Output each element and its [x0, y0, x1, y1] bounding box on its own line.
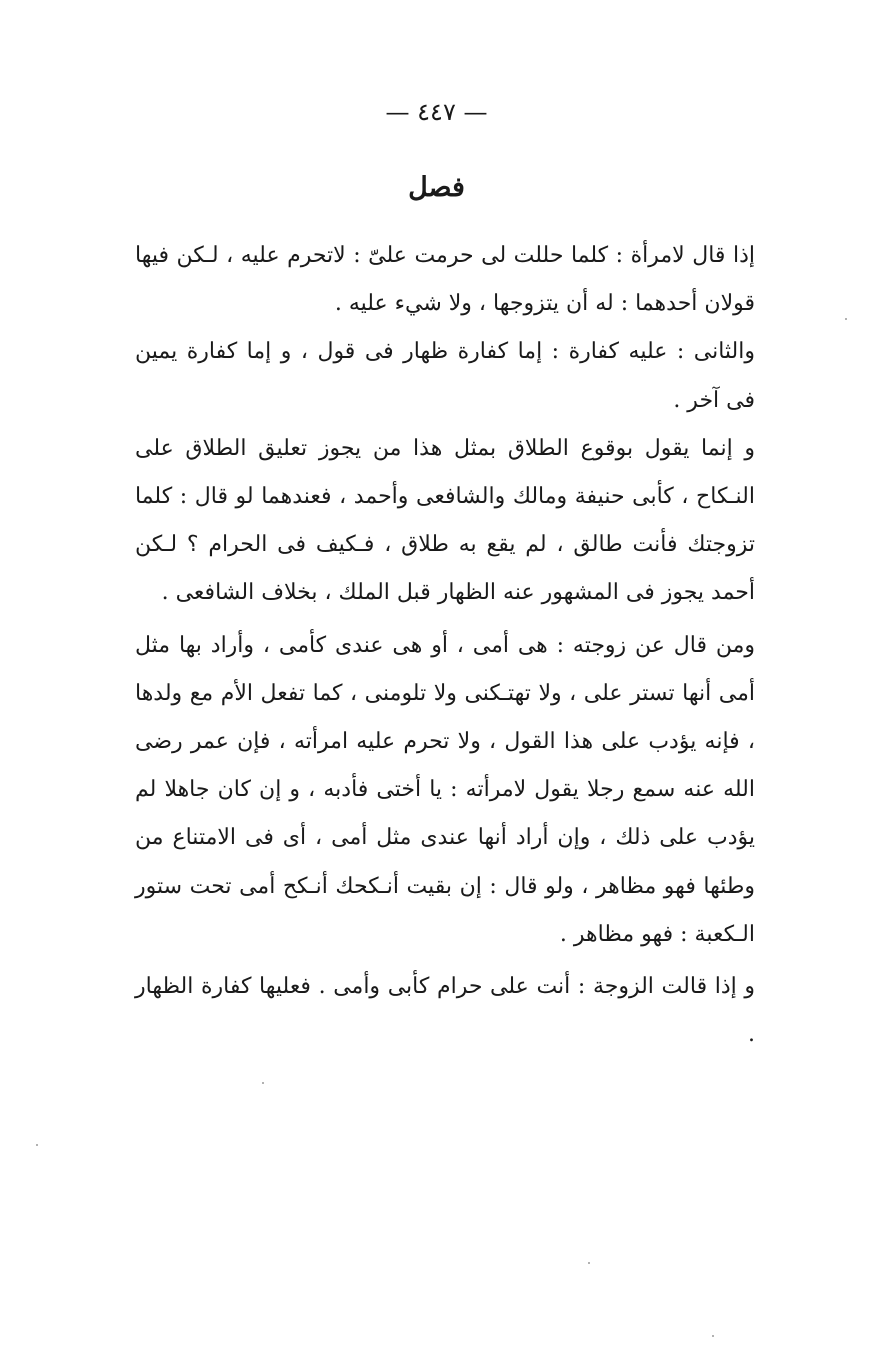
- paragraph-3: و إنما يقول بوقوع الطلاق بمثل هذا من يجوز تعليق الطلاق على النـكاح ، كأبى حنيفة ومالك والشافعى وأحمد ، فعندهما لو قال : كلما تزوجتك فأنت طالق ، لم يقع به طلاق ، فـكيف فى الحرام ؟ لـكن أحمد يجوز فى المشهور عنه الظهار قبل الملك ، بخلاف الشافعى .: [135, 435, 755, 606]
- page-number: — ٤٤٧ —: [385, 98, 488, 126]
- paragraph-4: ومن قال عن زوجته : هى أمى ، أو هى عندى كأمى ، وأراد بها مثل أمى أنها تستر على ، ولا تهتـكنى ولا تلومنى ، كما تفعل الأم مع ولدها ، فإنه يؤدب على هذا القول ، ولا تحرم عليه امرأته ، فإن عمر رضى الله عنه سمع رجلا يقول لامرأته : يا أختى فأدبه ، و إن كان جاهلا لم يؤدب على ذلك ، وإن أراد أنها عندى مثل أمى ، أى فى الامتناع من وطئها فهو مظاهر ، ولو قال : إن بقيت أنـكحك أنـكح أمى تحت ستور الـكعبة : فهو مظاهر .: [135, 632, 755, 947]
- paragraph-5: و إذا قالت الزوجة : أنت على حرام كأبى وأمى . فعليها كفارة الظهار .: [135, 974, 755, 1048]
- scan-speck: [36, 1144, 38, 1146]
- scan-speck: [712, 1335, 714, 1337]
- paragraph-1: إذا قال لامرأة : كلما حللت لى حرمت علىّ : لاتحرم عليه ، لـكن فيها قولان أحدهما : له أن يتزوجها ، ولا شيء عليه .: [135, 243, 755, 317]
- paragraph-2: والثانى : عليه كفارة : إما كفارة ظهار فى قول ، و إما كفارة يمين فى آخر .: [135, 339, 755, 413]
- scan-speck: [262, 1082, 264, 1084]
- scan-speck: [588, 1262, 590, 1264]
- body-text: [135, 232, 755, 1059]
- section-title: فصل: [408, 172, 465, 203]
- scan-speck: [845, 318, 847, 320]
